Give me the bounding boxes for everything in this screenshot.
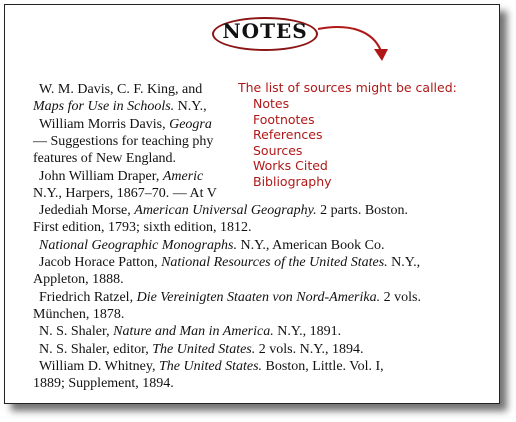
bibliography-entry-line — [39, 81, 202, 98]
entry-publication: 2 parts. Boston. — [316, 203, 409, 219]
entry-title: The United States. — [158, 358, 263, 374]
callout-item: Bibliography — [253, 173, 332, 189]
entry-author: Jedediah Morse, — [39, 203, 135, 219]
entry-publication: Boston, Little. Vol. I, — [262, 358, 384, 374]
entry-publication: 2 vols. — [380, 289, 421, 305]
entry-author: Jacob Horace Patton, — [39, 255, 162, 270]
entry-title: Geogra — [169, 116, 212, 132]
entry-title: National Geographic Monographs. — [39, 237, 237, 253]
curved-arrow-icon — [5, 5, 499, 85]
entry-author: — Suggestions for teaching phy — [33, 133, 214, 149]
bibliography-entry-line — [39, 168, 203, 185]
entry-publication: N.Y., — [174, 99, 207, 115]
callout-title: The list of sources might be called: — [238, 80, 457, 95]
callout-item: Footnotes — [253, 111, 315, 127]
entry-author: 1889; Supplement, 1894. — [33, 376, 174, 392]
bibliography-entry-line — [33, 219, 252, 236]
callout-item: Notes — [253, 96, 290, 111]
entry-publication: N.Y., — [387, 255, 421, 270]
page-heading: NOTES — [222, 19, 308, 43]
callout-item: References — [253, 127, 323, 142]
entry-title: The United States. — [152, 341, 256, 357]
bibliography-entry-line — [33, 375, 174, 392]
callout-item: Sources — [253, 142, 303, 158]
entry-publication: 2 vols. N.Y., 1894. — [255, 341, 364, 357]
bibliography-entry-line — [39, 202, 408, 219]
entry-publication: N.Y., American Book Co. — [236, 237, 385, 253]
bibliography-entry-line — [39, 323, 341, 340]
entry-title: Die Vereinigten Staaten von Nord-Amerika. — [136, 289, 381, 305]
bibliography-entry-line — [39, 341, 364, 358]
entry-title: Maps for Use in Schools. — [33, 99, 175, 115]
entry-author: William D. Whitney, — [39, 358, 159, 374]
bibliography-entry-line — [39, 358, 384, 375]
entry-author: Friedrich Ratzel, — [39, 289, 137, 305]
entry-title: American Universal Geography. — [134, 203, 317, 219]
entry-author: München, 1878. — [33, 306, 125, 322]
entry-title: National Resources of the United States. — [161, 255, 388, 270]
bibliography-entry-line — [33, 98, 207, 115]
bibliography-entry-line — [39, 237, 384, 254]
entry-title: Nature and Man in America. — [113, 324, 274, 340]
bibliography-entry-line — [39, 254, 420, 271]
callout-item: Works Cited — [253, 158, 328, 173]
document-page — [4, 4, 500, 404]
entry-author: N. S. Shaler, editor, — [39, 341, 153, 357]
entry-publication: N.Y., 1891. — [273, 324, 342, 340]
entry-title: Americ — [162, 168, 204, 184]
entry-author: N.Y., Harpers, 1867–70. — At V — [33, 185, 217, 201]
entry-author: John William Draper, — [39, 168, 163, 184]
bibliography-entry-line — [39, 289, 421, 306]
bibliography-entry-line — [33, 185, 217, 202]
entry-author: William Morris Davis, — [39, 116, 170, 132]
entry-author: Appleton, 1888. — [33, 272, 124, 288]
bibliography-entry-line — [33, 271, 124, 288]
bibliography-entry-line — [39, 116, 212, 133]
bibliography-entry-line — [33, 150, 176, 167]
entry-author: features of New England. — [33, 151, 177, 167]
entry-author: First edition, 1793; sixth edition, 1812. — [33, 220, 252, 236]
entry-author: W. M. Davis, C. F. King, and — [39, 82, 203, 97]
entry-author: N. S. Shaler, — [39, 324, 114, 340]
bibliography-entry-line — [33, 133, 213, 150]
bibliography-entry-line — [33, 306, 124, 323]
